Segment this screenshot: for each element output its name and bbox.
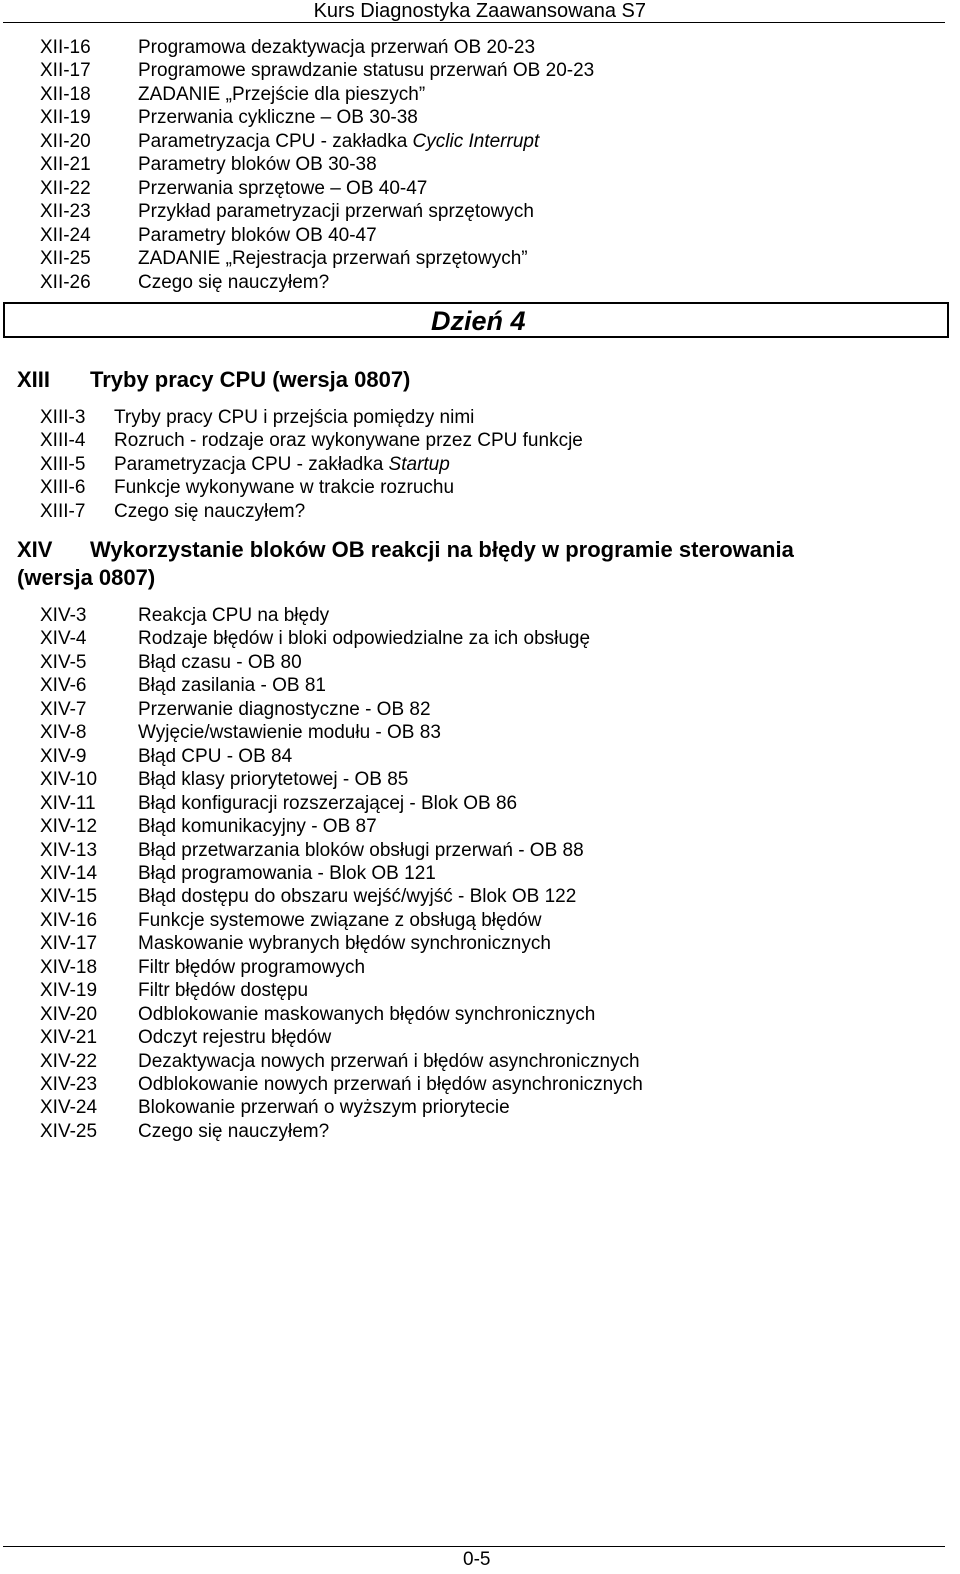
item-code: XIV-12 [40,816,98,838]
item-code: XIV-13 [40,839,98,861]
item-title-text: Maskowanie wybranych błędów synchronicznych [138,933,551,955]
item-title-text: Parametry bloków OB 40-47 [138,224,377,246]
list-item [0,745,960,768]
list-item [0,862,960,885]
section-xiii-heading [0,366,960,394]
list-item [0,406,960,429]
item-code: XIV-4 [40,628,87,650]
item-code: XIV-15 [40,886,98,908]
section-xiv-heading [0,536,960,592]
item-title [138,768,408,791]
item-code: XII-26 [40,271,91,293]
item-title-text: Błąd przetwarzania bloków obsługi przerwań - OB 88 [138,839,584,861]
item-code: XIV-21 [40,1027,98,1049]
item-title [138,909,541,932]
list-item [0,1026,960,1049]
item-title [138,153,377,176]
item-code: XIV-18 [40,956,98,978]
item-title-text: Błąd konfiguracji rozszerzającej - Blok OB 86 [138,792,518,814]
item-code: XII-16 [40,37,91,58]
item-title-text: Filtr błędów programowych [138,956,366,978]
item-title-text: Dezaktywacja nowych przerwań i błędów asynchronicznych [138,1050,640,1072]
item-title-text: Parametryzacja CPU - zakładka [138,130,413,152]
item-code: XIV-25 [40,1120,98,1142]
item-code: XIV-20 [40,1003,98,1025]
list-item [0,815,960,838]
item-code: XII-22 [40,177,91,199]
list-item [0,247,960,270]
item-title [138,839,584,862]
section-number: XIII [17,367,51,392]
item-title [138,1050,640,1073]
item-code: XIII-6 [40,477,86,499]
list-item [0,1120,960,1143]
item-code: XIV-3 [40,605,87,626]
item-title [138,815,377,838]
item-title-text: Przykład parametryzacji przerwań sprzętowych [138,201,534,223]
item-code: XII-23 [40,201,91,223]
item-title-text: Tryby pracy CPU i przejścia pomiędzy nimi [114,407,475,428]
list-item [0,627,960,650]
list-item [0,36,960,59]
item-title-text: Czego się nauczyłem? [138,1120,330,1142]
list-item [0,106,960,129]
item-title-text: ZADANIE „Rejestracja przerwań sprzętowych” [138,248,528,270]
item-title-text: Przerwania cykliczne – OB 30-38 [138,107,418,129]
list-item [0,1003,960,1026]
item-code: XIII-4 [40,430,86,452]
item-title-text: Reakcja CPU na błędy [138,605,330,626]
list-item [0,885,960,908]
item-code: XIV-11 [40,792,96,814]
item-title-text: Błąd dostępu do obszaru wejść/wyjść - Blok OB 122 [138,886,577,908]
list-item [0,177,960,200]
list-item [0,956,960,979]
item-title [138,932,551,955]
item-title [114,453,450,476]
list-item [0,839,960,862]
item-title [138,674,326,697]
item-code: XIV-24 [40,1097,98,1119]
list-item [0,200,960,223]
item-title-text: Przerwanie diagnostyczne - OB 82 [138,698,431,720]
item-title [138,1003,595,1026]
list-item [0,271,960,294]
list-item [0,768,960,791]
item-title-text: Odczyt rejestru błędów [138,1027,332,1049]
item-title-text: Funkcje wykonywane w trakcie rozruchu [114,477,455,499]
page-number: 0-5 [463,1549,491,1570]
item-title-text: Programowa dezaktywacja przerwań OB 20-23 [138,37,536,58]
item-title-text: Czego się nauczyłem? [138,271,330,293]
item-title-text: Parametryzacja CPU - zakładka [114,453,389,475]
item-title [138,604,329,627]
item-code: XII-21 [40,154,91,176]
item-title [114,406,474,429]
item-title [138,1026,331,1049]
list-item [0,721,960,744]
item-title [138,106,418,129]
item-code: XIV-19 [40,980,98,1002]
list-item [0,59,960,82]
item-title [138,698,431,721]
course-title: Kurs Diagnostyka Zaawansowana S7 [313,0,646,22]
list-item [0,500,960,523]
list-item [0,453,960,476]
item-title-text: Parametry bloków OB 30-38 [138,154,377,176]
item-title [138,862,436,885]
item-title [138,130,539,153]
item-title [114,500,305,523]
item-code: XII-19 [40,107,91,129]
list-item [0,604,960,627]
item-title-italic: Cyclic Interrupt [412,130,540,152]
item-title [114,429,583,452]
item-title [138,792,517,815]
item-title [114,476,454,499]
item-title [138,1120,329,1143]
list-item [0,476,960,499]
item-title [138,979,308,1002]
item-code: XIV-23 [40,1074,98,1095]
list-item [0,130,960,153]
item-title-text: Programowe sprawdzanie statusu przerwań OB 20-23 [138,60,595,82]
item-title [138,1073,643,1096]
list-item [0,429,960,452]
item-code: XIII-7 [40,500,86,522]
item-title [138,200,534,223]
item-title [138,224,377,247]
page-header [0,0,960,24]
item-title [138,177,427,200]
item-title-text: Funkcje systemowe związane z obsługą błędów [138,909,542,931]
item-title [138,59,594,82]
day-banner [3,302,949,338]
item-code: XII-17 [40,60,91,82]
list-item [0,792,960,815]
item-code: XII-18 [40,83,91,105]
item-title-italic: Startup [388,453,450,475]
list-item [0,979,960,1002]
item-title-text: Błąd zasilania - OB 81 [138,675,326,697]
list-item [0,83,960,106]
item-code: XIV-22 [40,1050,98,1072]
item-title-text: Błąd komunikacyjny - OB 87 [138,816,377,838]
item-code: XII-20 [40,130,91,152]
footer-divider [3,1546,945,1547]
item-title-text: Blokowanie przerwań o wyższym priorytecie [138,1097,510,1119]
list-item [0,153,960,176]
item-title-text: Czego się nauczyłem? [114,500,306,522]
item-code: XII-24 [40,224,91,246]
item-code: XIV-10 [40,769,98,791]
item-code: XIV-8 [40,722,87,744]
list-item [0,1073,960,1096]
section-title-line2: (wersja 0807) [17,565,156,590]
section-number: XIV [17,537,53,562]
item-code: XIV-16 [40,909,98,931]
section-title: Tryby pracy CPU (wersja 0807) [90,367,411,392]
list-item [0,1050,960,1073]
item-title-text: Rodzaje błędów i bloki odpowiedzialne za ich obsługę [138,628,591,650]
item-title [138,721,441,744]
item-code: XIII-3 [40,407,86,428]
item-title-text: Odblokowanie maskowanych błędów synchronicznych [138,1003,596,1025]
item-title-text: Odblokowanie nowych przerwań i błędów asynchronicznych [138,1074,643,1095]
item-title-text: Błąd klasy priorytetowej - OB 85 [138,769,409,791]
item-title-text: Rozruch - rodzaje oraz wykonywane przez CPU funkcje [114,430,583,452]
list-item [0,909,960,932]
header-divider [3,22,945,23]
section-title-line1: Wykorzystanie bloków OB reakcji na błędy w programie sterowania [90,537,794,562]
item-title-text: ZADANIE „Przejście dla pieszych” [138,83,426,105]
item-title [138,83,425,106]
item-title-text: Błąd CPU - OB 84 [138,745,293,767]
list-item [0,932,960,955]
item-title [138,1096,510,1119]
list-item [0,224,960,247]
item-code: XIV-14 [40,862,98,884]
item-code: XIV-5 [40,651,87,673]
item-title [138,651,302,674]
item-title [138,247,528,270]
item-title [138,956,365,979]
item-title-text: Przerwania sprzętowe – OB 40-47 [138,177,428,199]
item-code: XIV-17 [40,933,98,955]
item-title-text: Błąd czasu - OB 80 [138,651,302,673]
item-title [138,885,576,908]
item-code: XII-25 [40,248,91,270]
item-title-text: Filtr błędów dostępu [138,980,309,1002]
list-item [0,1096,960,1119]
item-code: XIV-7 [40,698,87,720]
item-title [138,271,329,294]
item-title-text: Wyjęcie/wstawienie modułu - OB 83 [138,722,441,744]
item-title [138,745,292,768]
day-label: Dzień 4 [431,306,526,336]
item-code: XIV-6 [40,675,87,697]
item-title [138,627,590,650]
list-item [0,674,960,697]
list-item [0,651,960,674]
item-code: XIII-5 [40,453,86,475]
item-code: XIV-9 [40,745,87,767]
list-item [0,698,960,721]
item-title [138,36,535,59]
item-title-text: Błąd programowania - Blok OB 121 [138,862,436,884]
